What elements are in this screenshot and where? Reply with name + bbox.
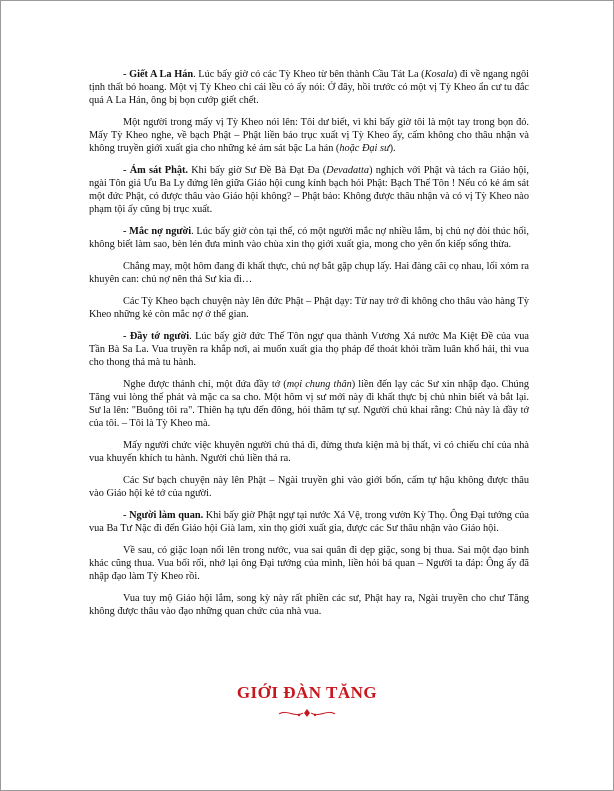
italic-text: mọi chung thân [286, 379, 352, 390]
paragraph [89, 116, 529, 155]
paragraph-text: Vua tuy mộ Giáo hội lắm, song kỳ này rất phiền các sư, Phật hay ra, Ngài truyền cho chư Tăng không được thâu vào đạo những quan chức của nhà vua. [89, 593, 529, 617]
paragraph-text: . Lúc bấy giờ còn tại thế, có một người mắc nợ nhiều lắm, bị chủ nợ đòi thúc hối, không biết làm sao, bèn lén đưa mình vào chùa xin thọ giới xuất gia, mong cho yên ổn kiếp sống thừa. [89, 226, 529, 250]
paragraph-lead: - Người làm quan. [123, 510, 204, 521]
paragraph [89, 225, 529, 251]
paragraph [89, 474, 529, 500]
paragraph [89, 592, 529, 618]
paragraph [89, 378, 529, 430]
section-title: GIỚI ĐÀN TĂNG [236, 683, 378, 702]
paragraph [89, 295, 529, 321]
paragraph [89, 544, 529, 583]
paragraph-text: Một người trong mấy vị Tỳ Kheo nói lên: Tôi dư biết, vì khi bấy giờ tôi là một tay trong bọn đó. Mấy Tỳ Kheo nghe, về bạch Phật – Phật liền bảo trục xuất vị Tỳ Kheo ấy, cấm không cho thâu nhận và không truyền giới xuất gia cho những kẻ ám sát bậc La hán ( [89, 117, 529, 154]
paragraph-text: ) nghịch với Phật và tách ra Giáo hội, ngài Tôn giả Ưu Ba Ly đứng lên giữa Giáo hội cung kính bạch hỏi Phật: Bạch Thế Tôn ! Nếu có kẻ ám sát một đức Phật, có được thâu vào Giáo hội không? – Phật bảo: Không được thâu nhận và có vị Tỳ Kheo nào phạm tội ấy cũng bị trục xuất. [89, 165, 529, 215]
paragraph-lead: - Giết A La Hán [123, 69, 194, 80]
paragraph [89, 509, 529, 535]
paragraph-text: Khi bấy giờ Phật ngự tại nước Xá Vệ, trong vườn Kỳ Thọ. Ông Đại tướng của vua Ba Tư Nặc đi đến Giáo hội Già lam, xin thọ giới xuất gia, được các Sư thâu nhận vào Giáo hội. [89, 510, 530, 534]
paragraph-text: ). [389, 143, 396, 154]
paragraph-lead: - Ám sát Phật. [123, 165, 188, 176]
paragraph [89, 164, 529, 216]
paragraph-text: . Lúc bấy giờ có các Tỳ Kheo từ bên thành Cầu Tát La ( [193, 69, 425, 80]
paragraph-text: Mấy người chức việc khuyên người chủ thả đi, đừng thưa kiện mà bị thất, vì có chiếu chỉ của nhà vua khuyến khích tu hành. Người chủ liền thả ra. [89, 440, 529, 464]
paragraph [89, 330, 529, 369]
paragraph-text: ) đi về ngang ngôi tịnh thất bỏ hoang. Một vị Tỳ Kheo chỉ cái lều cỏ ấy nói: Ở đây, hồi trước có một vị Tỳ Kheo ẩn cư tu đắc quả A La Hán, ông bị bọn cướp giết chết. [89, 69, 529, 106]
document-body [89, 68, 529, 627]
italic-text: Devadatta [326, 165, 370, 176]
paragraph-text: Nghe được thánh chỉ, một đứa đầy tớ ( [123, 379, 287, 390]
paragraph-text: Các Tỳ Kheo bạch chuyện này lên đức Phật – Phật dạy: Từ nay trở đi không cho thâu vào hàng Tỳ Kheo những kẻ còn mắc nợ ở thế gian. [89, 296, 529, 320]
paragraph [89, 260, 529, 286]
paragraph-text: Khi bấy giờ Sư Đề Bà Đạt Đa ( [187, 165, 327, 176]
paragraph [89, 439, 529, 465]
paragraph-text: Về sau, có giặc loạn nổi lên trong nước, vua sai quân đi dẹp giặc, song bị thua. Sai một đạo binh khác cũng thua. Vua bối rối, nhớ lại ông Đại tướng của mình, liền hỏi bá quan – Người ta đáp: Ông ấy đã nhập đạo làm Tỳ Kheo rồi. [89, 545, 529, 582]
paragraph [89, 68, 529, 107]
paragraph-text: Chẳng may, một hôm đang đi khất thực, chủ nợ bắt gặp chụp lấy. Hai đàng cãi cọ nhau, lối xóm ra khuyên can: chủ nợ nên thả Sư kia đi… [89, 261, 529, 285]
italic-text: Kosala [424, 69, 454, 80]
paragraph-text: Các Sư bạch chuyện này lên Phật – Ngài truyền ghi vào giới bổn, cấm tự hậu không được thâu vào Giáo hội kẻ tớ của người. [89, 475, 529, 499]
paragraph-lead: - Mắc nợ người [123, 226, 192, 237]
paragraph-text: ) liền đến lạy các Sư xin nhập đạo. Chúng Tăng vui lòng thế phát và mặc ca sa cho. Một hôm vị sư mới này đi khất thực bị chủ nhìn biết và bắt lại. Sư la lên: "Buông tôi ra". Thiên hạ tựu đến đông, hỏi thăm tự sự. Người chủ khai rằng: Chủ này là đầy tớ của tôi. – Tôi là Tỳ Kheo mà. [89, 379, 529, 429]
paragraph-text: . Lúc bấy giờ đức Thế Tôn ngự qua thành Vương Xá nước Ma Kiệt Đề của vua Tần Bà Sa La. Vua truyền ra khắp nơi, ai muốn xuất gia thọ pháp để thoát khỏi trầm luân khổ hải, thì vua cho thong thả mà tu hành. [89, 331, 529, 368]
paragraph-lead: - Đầy tớ người [123, 331, 190, 342]
flourish-divider-icon [277, 707, 337, 719]
italic-text: hoặc Đại sư [339, 143, 390, 154]
